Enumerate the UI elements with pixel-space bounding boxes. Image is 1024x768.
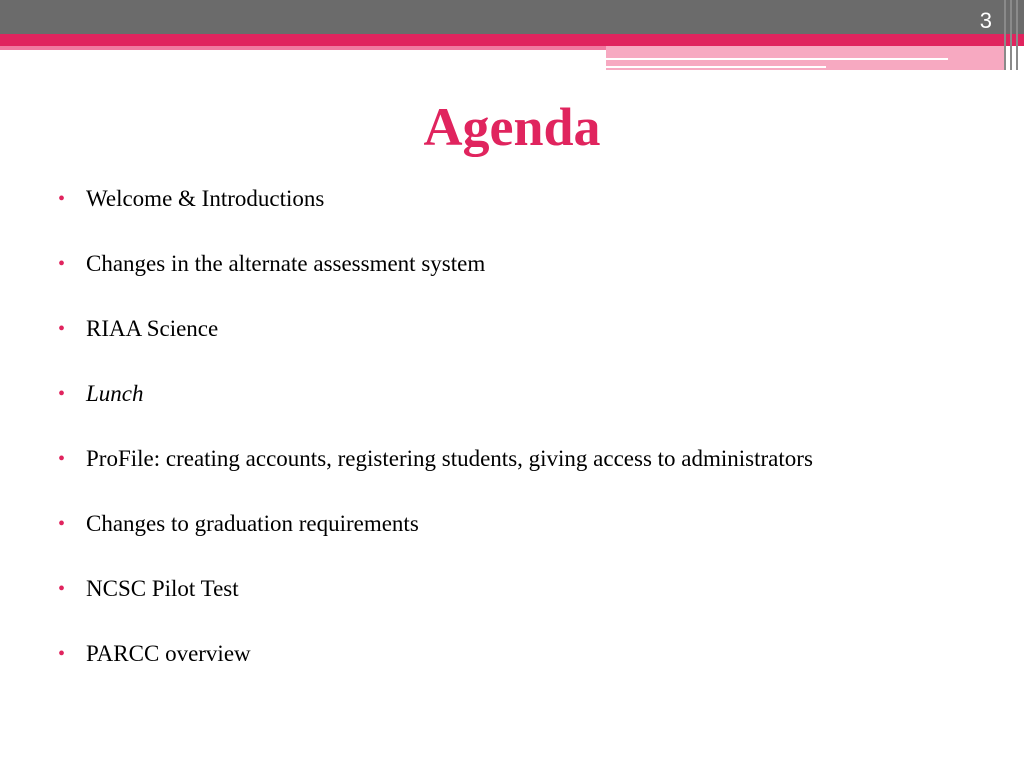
agenda-item bbox=[58, 574, 818, 604]
header-vertical-line bbox=[1004, 0, 1006, 70]
page-number: 3 bbox=[979, 8, 992, 33]
agenda-item bbox=[58, 379, 818, 409]
bullet-icon: • bbox=[58, 643, 66, 665]
agenda-item bbox=[58, 639, 818, 669]
agenda-item-text: RIAA Science bbox=[86, 316, 219, 341]
agenda-item bbox=[58, 184, 818, 214]
agenda-item-text: ProFile: creating accounts, registering students, giving access to administrators bbox=[86, 446, 813, 471]
header-decor-line bbox=[606, 58, 948, 60]
header-vertical-line bbox=[1016, 0, 1018, 70]
agenda-item bbox=[58, 314, 818, 344]
bullet-icon: • bbox=[58, 383, 66, 405]
agenda-item-text: Lunch bbox=[86, 381, 144, 406]
header-band bbox=[0, 0, 1024, 34]
agenda-item bbox=[58, 444, 818, 474]
bullet-icon: • bbox=[58, 188, 66, 210]
header-accent-stripe bbox=[0, 34, 1024, 46]
agenda-item-text: PARCC overview bbox=[86, 641, 251, 666]
header-vertical-line bbox=[1010, 0, 1012, 70]
agenda-item bbox=[58, 249, 818, 279]
bullet-icon: • bbox=[58, 448, 66, 470]
agenda-item-text: Changes to graduation requirements bbox=[86, 511, 419, 536]
agenda-item-text: Changes in the alternate assessment system bbox=[86, 251, 486, 276]
slide-title: Agenda bbox=[423, 97, 601, 157]
agenda-item-text: Welcome & Introductions bbox=[86, 186, 325, 211]
header-thin-stripe bbox=[0, 46, 608, 50]
bullet-icon: • bbox=[58, 318, 66, 340]
bullet-icon: • bbox=[58, 513, 66, 535]
agenda-item bbox=[58, 509, 818, 539]
header-decor-line bbox=[606, 66, 826, 68]
bullet-icon: • bbox=[58, 578, 66, 600]
agenda-item-text: NCSC Pilot Test bbox=[86, 576, 239, 601]
agenda-list bbox=[58, 184, 818, 704]
bullet-icon: • bbox=[58, 253, 66, 275]
